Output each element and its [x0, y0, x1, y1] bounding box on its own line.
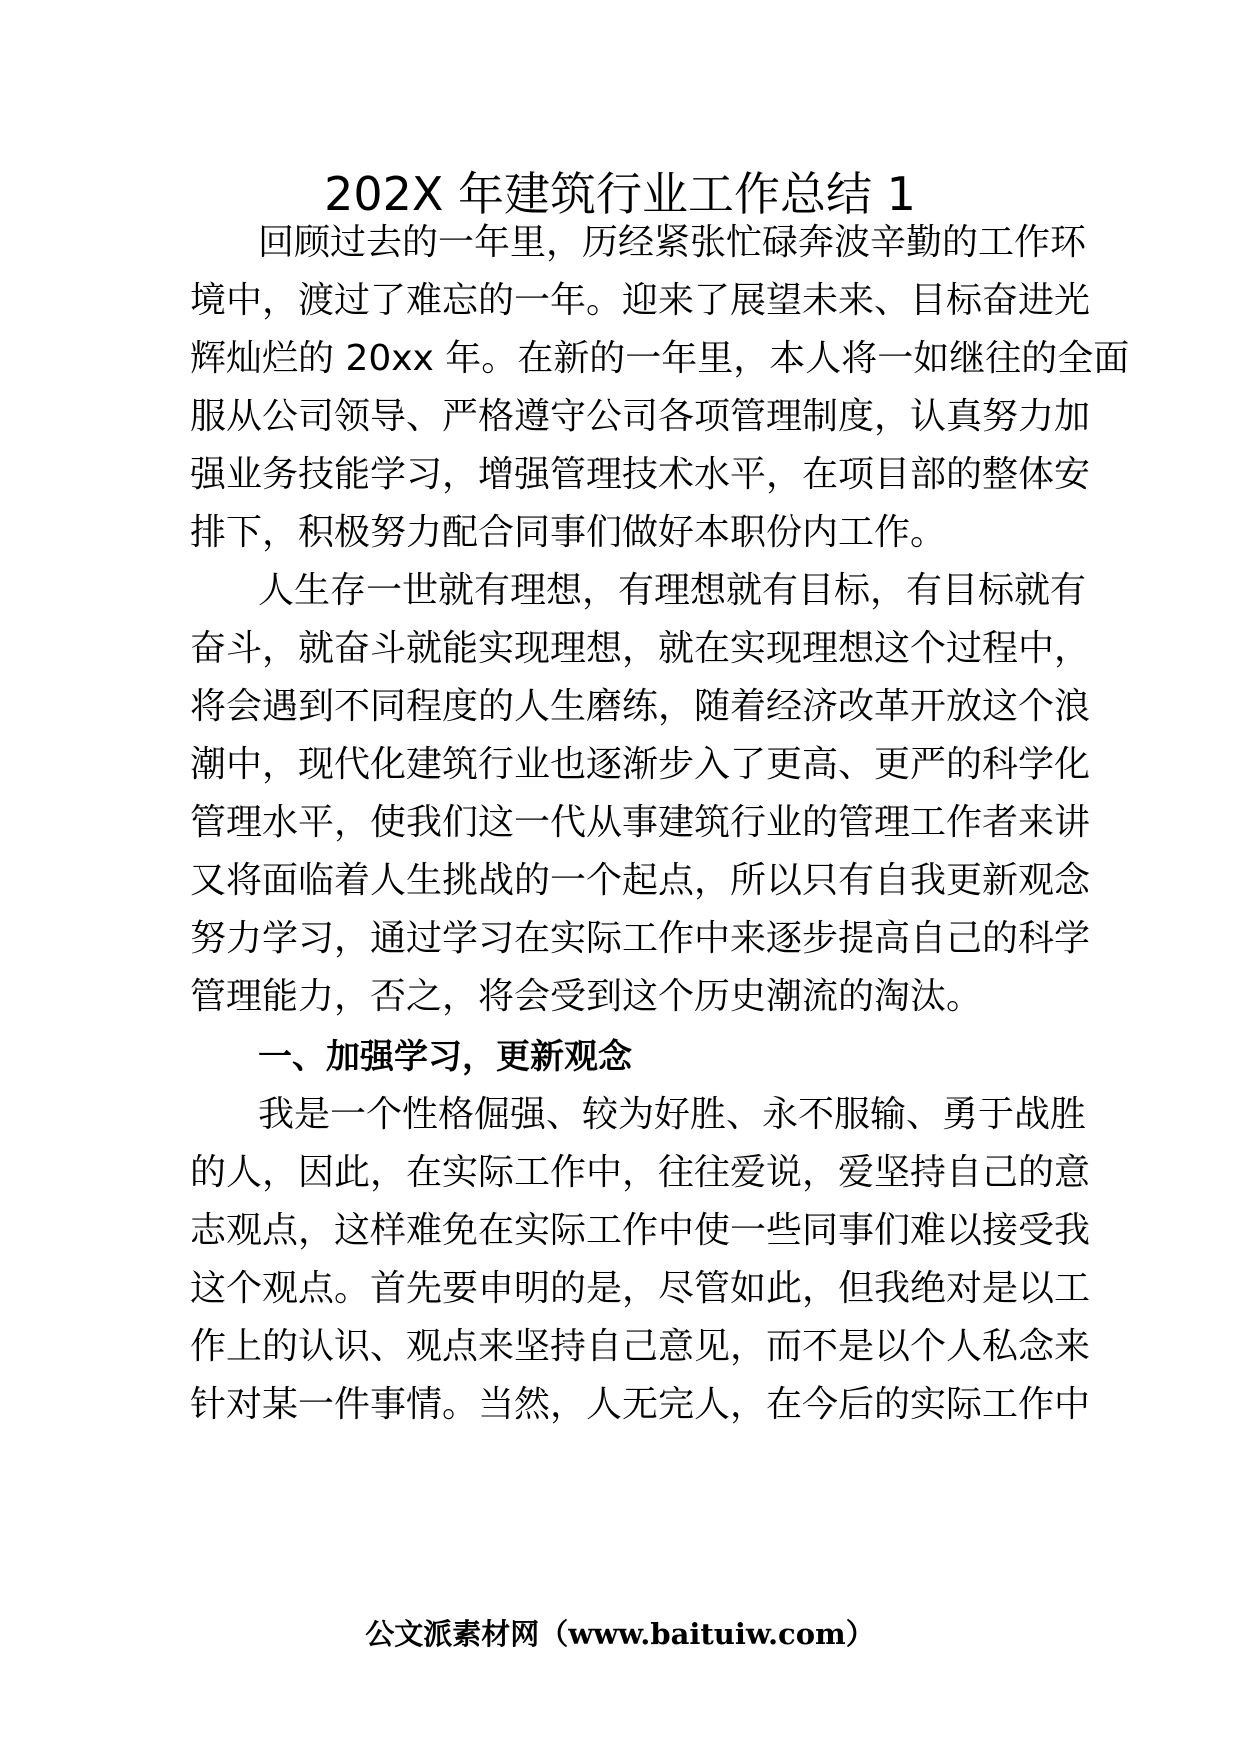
- paragraph-line: 辉灿烂的 20xx 年。在新的一年里，本人将一如继往的全面: [190, 338, 1130, 379]
- paragraph-line: 回顾过去的一年里，历经紧张忙碌奔波辛勤的工作环: [258, 222, 1087, 263]
- paragraph-line: 管理能力，否之，将会受到这个历史潮流的淘汰。: [190, 976, 983, 1017]
- paragraph-line: 这个观点。首先要申明的是，尽管如此，但我绝对是以工: [190, 1268, 1091, 1309]
- paragraph-line: 的人，因此，在实际工作中，往往爱说，爱坚持自己的意: [190, 1152, 1091, 1193]
- paragraph-line: 努力学习，通过学习在实际工作中来逐步提高自己的科学: [190, 918, 1091, 959]
- paragraph-line: 强业务技能学习，增强管理技术水平，在项目部的整体安: [190, 454, 1091, 495]
- page-footer: 公文派素材网（www.baituiw.com）: [365, 1617, 875, 1651]
- paragraph-line: 志观点，这样难免在实际工作中使一些同事们难以接受我: [190, 1210, 1091, 1251]
- paragraph-line: 管理水平，使我们这一代从事建筑行业的管理工作者来讲: [190, 802, 1091, 843]
- paragraph-line: 境中，渡过了难忘的一年。迎来了展望未来、目标奋进光: [190, 280, 1091, 321]
- paragraph-line: 排下，积极努力配合同事们做好本职份内工作。: [190, 512, 947, 553]
- paragraph-line: 人生存一世就有理想，有理想就有目标，有目标就有: [258, 570, 1087, 611]
- paragraph-line: 服从公司领导、严格遵守公司各项管理制度，认真努力加: [190, 396, 1091, 437]
- paragraph-line: 将会遇到不同程度的人生磨练，随着经济改革开放这个浪: [190, 686, 1091, 727]
- paragraph-line: 潮中，现代化建筑行业也逐渐步入了更高、更严的科学化: [190, 744, 1091, 785]
- section-heading: 一、加强学习，更新观念: [258, 1037, 632, 1077]
- paragraph-line: 作上的认识、观点来坚持自己意见，而不是以个人私念来: [190, 1326, 1091, 1367]
- document-title: 202X 年建筑行业工作总结 1: [324, 167, 916, 221]
- paragraph-line: 我是一个性格倔强、较为好胜、永不服输、勇于战胜: [258, 1094, 1087, 1135]
- paragraph-line: 奋斗，就奋斗就能实现理想，就在实现理想这个过程中，: [190, 628, 1091, 669]
- paragraph-line: 针对某一件事情。当然，人无完人，在今后的实际工作中: [190, 1384, 1091, 1425]
- paragraph-line: 又将面临着人生挑战的一个起点，所以只有自我更新观念: [190, 860, 1091, 901]
